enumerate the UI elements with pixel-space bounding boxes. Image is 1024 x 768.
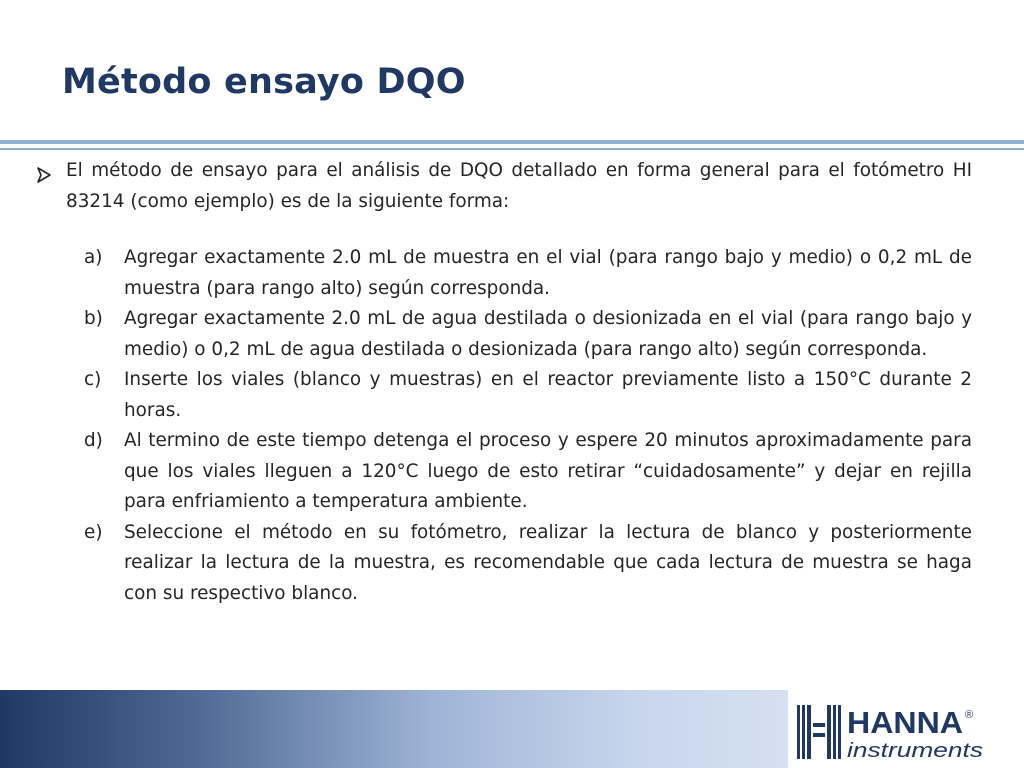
step-list xyxy=(36,243,972,609)
step-item xyxy=(84,518,972,610)
title-divider-top xyxy=(0,140,1024,144)
step-marker: e) xyxy=(84,521,103,543)
step-text: Al termino de este tiempo detenga el proceso y espere 20 minutos aproximadamente para que los viales lleguen a 120°C luego de esto retirar “cuidadosamente” y dejar en rejilla para enfriamiento a temperatura ambiente. xyxy=(124,430,972,512)
logo-brand: HANNA xyxy=(847,705,963,740)
step-marker: b) xyxy=(84,308,103,329)
step-marker: a) xyxy=(84,247,103,268)
hanna-instruments-logo xyxy=(797,703,987,761)
logo-bars-icon xyxy=(797,705,841,759)
step-text: Agregar exactamente 2.0 mL de agua destilada o desionizada en el vial (para rango bajo y medio) o 0,2 mL de agua destilada o desionizada (para rango alto) según corresponda. xyxy=(124,308,972,360)
step-text: Inserte los viales (blanco y muestras) en el reactor previamente listo a 150°C durante 2 horas. xyxy=(124,369,972,421)
intro-text: El método de ensayo para el análisis de DQO detallado en forma general para el fotómetro HI 83214 (como ejemplo) es de la siguiente forma: xyxy=(66,160,972,212)
intro-bullet xyxy=(36,156,972,217)
step-item xyxy=(84,304,972,365)
footer-gradient-band xyxy=(0,690,788,768)
title-divider-bottom xyxy=(0,148,1024,150)
slide-body xyxy=(36,156,972,609)
step-item xyxy=(84,365,972,426)
logo-subtitle: instruments xyxy=(847,740,983,761)
step-marker: c) xyxy=(84,369,102,390)
step-item xyxy=(84,426,972,518)
step-item xyxy=(84,243,972,304)
logo-registered: ® xyxy=(965,709,974,721)
arrow-bullet-icon xyxy=(36,156,66,194)
step-marker: d) xyxy=(84,430,103,451)
step-text: Seleccione el método en su fotómetro, realizar la lectura de blanco y posteriormente realizar la lectura de la muestra, es recomendable que cada lectura de muestra se haga con su respectivo blanco. xyxy=(124,521,972,604)
slide-title: Método ensayo DQO xyxy=(62,62,466,102)
step-text: Agregar exactamente 2.0 mL de muestra en el vial (para rango bajo y medio) o 0,2 mL de muestra (para rango alto) según corresponda. xyxy=(124,247,972,299)
